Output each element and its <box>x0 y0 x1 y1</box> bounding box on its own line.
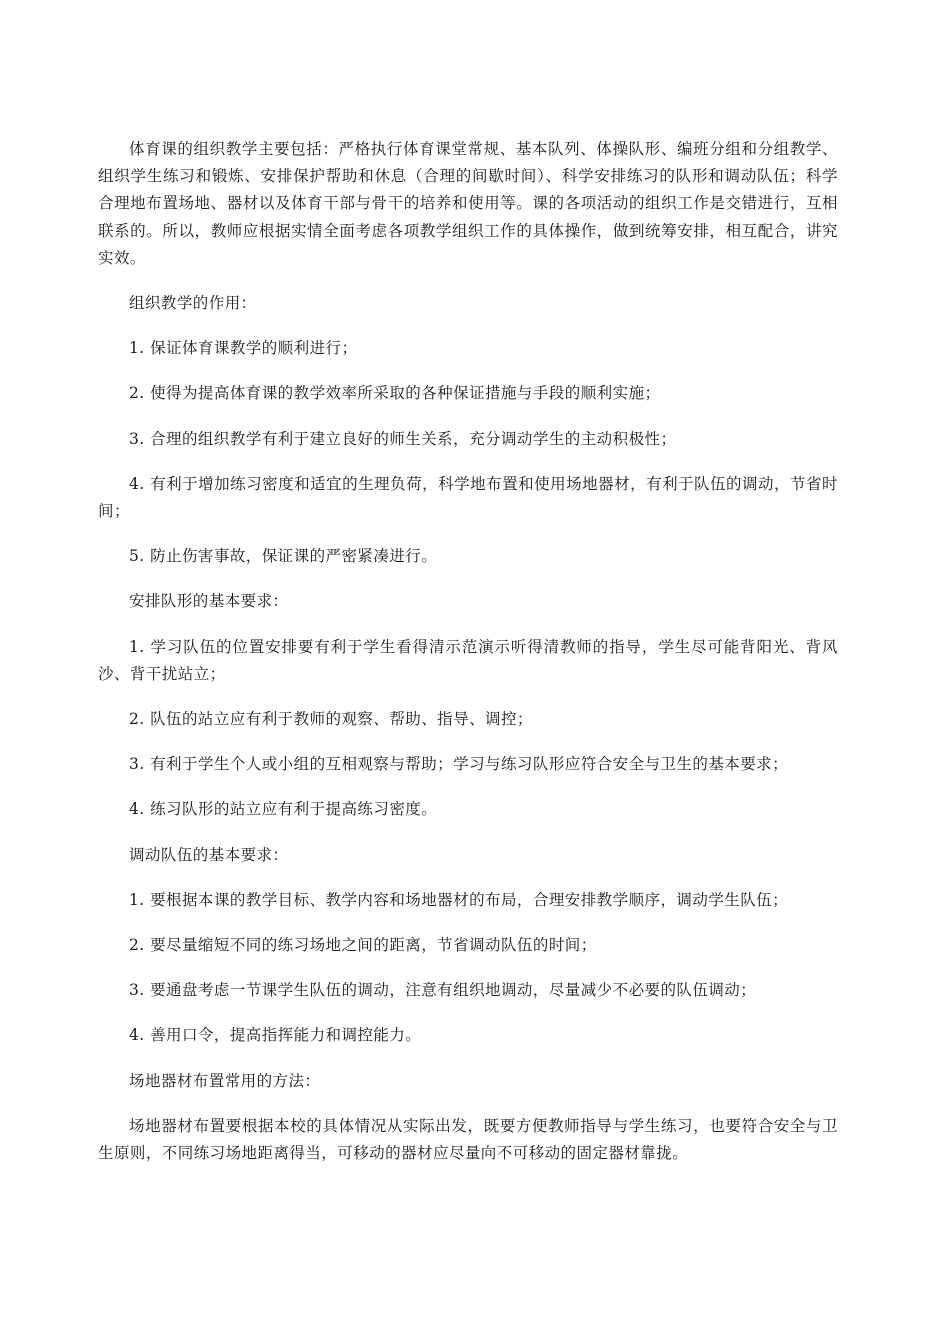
list-item: 5. 防止伤害事故，保证课的严密紧凑进行。 <box>129 547 438 566</box>
equipment-layout-paragraph: 场地器材布置要根据本校的具体情况从实际出发，既要方便教师指导与学生练习，也要符合安全与卫生原则，不同练习场地距离得当，可移动的器材应尽量向不可移动的固定器材靠拢。 <box>98 1116 838 1163</box>
section-heading-organization-role: 组织教学的作用： <box>129 294 257 313</box>
list-item: 3. 合理的组织教学有利于建立良好的师生关系，充分调动学生的主动积极性； <box>129 429 677 448</box>
list-item: 2. 使得为提高体育课的教学效率所采取的各种保证措施与手段的顺利实施； <box>129 384 661 403</box>
list-item: 4. 善用口令，提高指挥能力和调控能力。 <box>129 1026 422 1045</box>
list-item: 4. 有利于增加练习密度和适宜的生理负荷，科学地布置和使用场地器材，有利于队伍的调动，节省时间； <box>98 474 838 521</box>
section-heading-equipment-layout: 场地器材布置常用的方法： <box>129 1071 321 1090</box>
section-heading-movement-requirements: 调动队伍的基本要求： <box>129 845 289 864</box>
section-heading-formation-requirements: 安排队形的基本要求： <box>129 592 289 611</box>
list-item: 1. 要根据本课的教学目标、教学内容和场地器材的布局，合理安排教学顺序，调动学生队伍； <box>129 890 789 909</box>
list-item: 2. 队伍的站立应有利于教师的观察、帮助、指导、调控； <box>129 710 533 729</box>
document-body <box>98 136 838 1185</box>
list-item: 2. 要尽量缩短不同的练习场地之间的距离，节省调动队伍的时间； <box>129 936 597 955</box>
list-item: 3. 有利于学生个人或小组的互相观察与帮助；学习与练习队形应符合安全与卫生的基本要求； <box>129 755 789 774</box>
list-item: 1. 学习队伍的位置安排要有利于学生看得清示范演示听得清教师的指导，学生尽可能背阳光、背风沙、背干扰站立； <box>98 637 838 683</box>
list-item: 3. 要通盘考虑一节课学生队伍的调动，注意有组织地调动，尽量减少不必要的队伍调动； <box>129 981 757 1000</box>
intro-paragraph: 体育课的组织教学主要包括：严格执行体育课堂常规、基本队列、体操队形、编班分组和分组教学、组织学生练习和锻炼、安排保护帮助和休息（合理的间歇时间）、科学安排练习的队形和调动队伍；科学合理地布置场地、器材以及体育干部与骨干的培养和使用等。课的各项活动的组织工作是交错进行，互相联系的。所以，教师应根据实情全面考虑各项教学组织工作的具体操作，做到统筹安排，相互配合，讲究实效。 <box>98 140 838 267</box>
list-item: 4. 练习队形的站立应有利于提高练习密度。 <box>129 800 438 819</box>
list-item: 1. 保证体育课教学的顺利进行； <box>129 339 358 358</box>
